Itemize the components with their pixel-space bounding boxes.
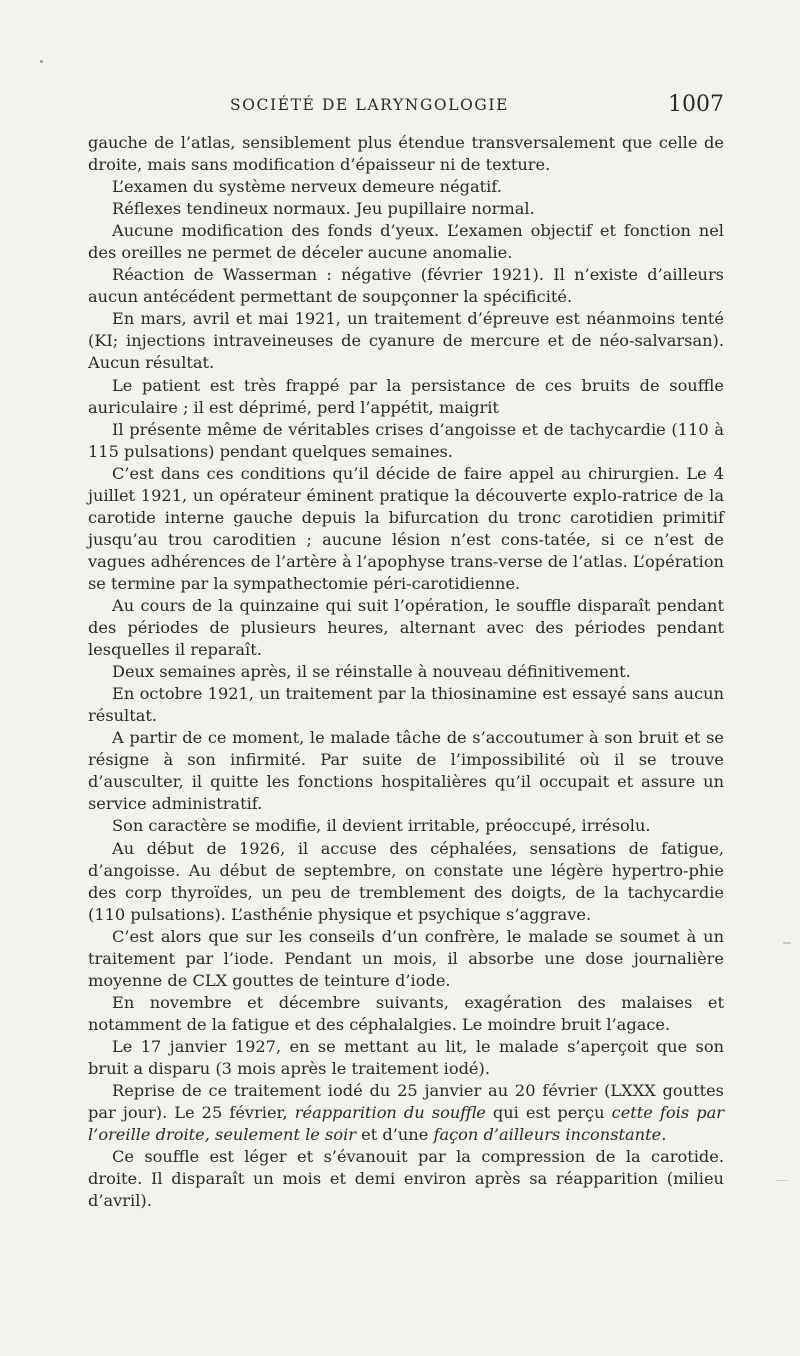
paragraph-text: qui est perçu	[485, 1103, 612, 1123]
paragraph-with-italics	[88, 1080, 724, 1146]
paragraph: A partir de ce moment, le malade tâche de s’accoutumer à son bruit et se résigne à son infirmité. Par suite de l’impossibilité où il se trouve d’ausculter, il quitte les fonctions hospitalières qu’il occupait et assure un service administratif.	[88, 728, 724, 814]
italic-phrase: cette fois par l’oreille droite, seulement le soir	[88, 1103, 724, 1145]
paragraph: En octobre 1921, un traitement par la thiosinamine est essayé sans aucun résultat.	[88, 684, 724, 726]
italic-phrase: façon d’ailleurs inconstante.	[433, 1125, 667, 1145]
paragraph: Le patient est très frappé par la persistance de ces bruits de souffle auriculaire ; il est déprimé, perd l’appétit, maigrit	[88, 375, 724, 417]
paragraph: Aucune modification des fonds d’yeux. L’examen objectif et fonction nel des oreilles ne permet de déceler aucune anomalie.	[88, 221, 724, 263]
paragraph: Au début de 1926, il accuse des céphalées, sensations de fatigue, d’angoisse. Au début de septembre, on constate une légère hypertro-phie des corp thyroïdes, un peu de tremblement des doigts, de la tachycardie (110 pulsations). L’asthénie physique et psychique s’aggrave.	[88, 838, 724, 924]
paragraph: Son caractère se modifie, il devient irritable, préoccupé, irrésolu.	[112, 816, 651, 836]
paragraph-text: Reprise de ce traitement iodé du 25 janvier au 20 février (LXXX gouttes par jour). Le 25 février,	[88, 1081, 724, 1123]
paragraph: En mars, avril et mai 1921, un traitement d’épreuve est néanmoins tenté (KI; injections intraveineuses de cyanure de mercure et de néo-salvarsan). Aucun résultat.	[88, 309, 724, 373]
paragraph-text: et d’une	[356, 1125, 434, 1145]
paragraph: gauche de l’atlas, sensiblement plus étendue transversalement que celle de droite, mais sans modification d’épaisseur ni de texture.	[88, 133, 724, 175]
paragraph: Ce souffle est léger et s’évanouit par la compression de la carotide. droite. Il disparaît un mois et demi environ après sa réapparition (milieu d’avril).	[88, 1147, 724, 1211]
italic-phrase: réapparition du souffle	[294, 1103, 486, 1123]
paper-speck	[783, 942, 791, 944]
paragraph: Au cours de la quinzaine qui suit l’opération, le souffle disparaît pendant des périodes de plusieurs heures, alternant avec des périodes pendant lesquelles il reparaît.	[88, 595, 724, 660]
paragraph: Il présente même de véritables crises d’angoisse et de tachycardie (110 à 115 pulsations) pendant quelques semaines.	[88, 419, 724, 461]
paragraph: C’est alors que sur les conseils d’un confrère, le malade se soumet à un traitement par l’iode. Pendant un mois, il absorbe une dose journalière moyenne de CLX gouttes de teinture d’iode.	[88, 926, 724, 990]
paragraph: Le 17 janvier 1927, en se mettant au lit, le malade s’aperçoit que son bruit a disparu (3 mois après le traitement iodé).	[88, 1036, 724, 1078]
paragraph: En novembre et décembre suivants, exagération des malaises et notamment de la fatigue et des céphalalgies. Le moindre bruit l’agace.	[88, 992, 724, 1034]
paragraph: C’est dans ces conditions qu’il décide de faire appel au chirurgien. Le 4 juillet 1921, un opérateur éminent pratique la découverte explo-ratrice de la carotide interne gauche depuis la bifurcation du tronc carotidien primitif jusqu’au trou caroditien ; aucune lésion n’est cons-tatée, si ce n’est de vagues adhérences de l’artère à l’apophyse trans-verse de l’atlas. L’opération se termine par la sympathectomie péri-carotidienne.	[88, 463, 724, 593]
body-text	[88, 132, 724, 1212]
paragraph: Réaction de Wasserman : négative (février 1921). Il n’existe d’ailleurs aucun antécédent permettant de soupçonner la spécificité.	[88, 265, 724, 307]
paper-speck	[40, 60, 43, 63]
paragraph: L’examen du système nerveux demeure négatif.	[112, 177, 502, 197]
paragraph: Deux semaines après, il se réinstalle à nouveau définitivement.	[112, 662, 631, 682]
page-number: 1007	[668, 92, 724, 117]
paragraph: Réflexes tendineux normaux. Jeu pupillaire normal.	[112, 199, 535, 219]
running-title: SOCIÉTÉ DE LARYNGOLOGIE	[230, 96, 510, 114]
running-head	[88, 92, 724, 122]
paper-speck	[776, 1180, 788, 1181]
